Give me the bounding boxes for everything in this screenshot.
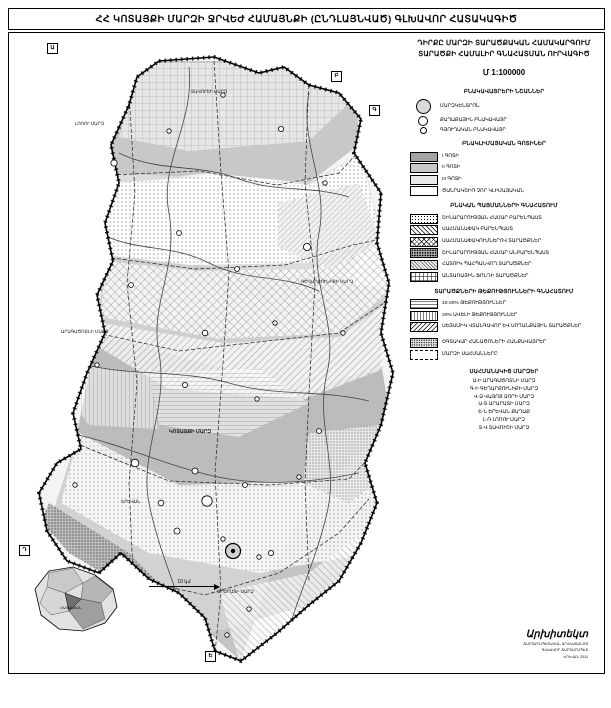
- swatch-zone-2: [410, 163, 438, 173]
- legend-item-label: I ԳՈՏԻ: [442, 153, 459, 159]
- legend-item-label: ԳՅՈՒՂԱԿԱՆ ԲՆԱԿԱՎԱՅՐ: [440, 127, 506, 133]
- map-label-yerevan: ԵՐԵՎԱՆ: [121, 499, 141, 504]
- neighbour-region-item: Ա-Ի ԱՐԱԳԱԾՈՏՆԻ ՄԱՐԶ: [472, 379, 536, 384]
- legend-item: [410, 116, 598, 126]
- legend-item-label: ՍԱՀՄԱՆԱՓԱԿ ԲԱՐԵՆՊԱՍՏ: [442, 227, 513, 233]
- inset-locator-map: [21, 559, 133, 639]
- signature-block: [523, 629, 588, 659]
- map-label-aragatsotn: ԱՐԱԳԱԾՈՏՆԻ ՄԱՐԶ: [61, 329, 109, 334]
- map-label-lori: ԼՈՌՈՒ ՄԱՐԶ: [75, 121, 105, 126]
- legend-item: [410, 311, 598, 321]
- scale-bar-label: 10 կմ: [177, 579, 191, 585]
- legend-section-title-settlements: ԲՆԱԿԱՎԱՅՐԵՐԻ ՆՇԱՆՆԵՐ: [463, 88, 545, 95]
- legend-item-label: ՕԳՏԱԿԱՐ ՀԱՆԱԾՈՆԵՐԻ ՀԱՆՔԱՎԱՅՐԵՐ: [442, 340, 547, 346]
- swatch-zone-3: [410, 175, 438, 185]
- circle-small-icon: [410, 127, 436, 134]
- legend-item-label: 10-20% ԹԵՔՈՒԹՅՈՒՆՆԵՐ: [442, 301, 506, 307]
- swatch-slope-over-20: [410, 311, 438, 321]
- legend-item-label: ՄԱՐԶԻ ՍԱՀՄԱՆՆԵՐԸ: [442, 351, 498, 357]
- neighbour-region-item: Ե-Ն ԵՐԵՎԱՆ ՔԱՂԱՔ: [478, 410, 530, 416]
- signature-sub-2: ԳԼԽԱՎՈՐ ՃԱՐՏԱՐԱՊԵՏ: [541, 648, 588, 653]
- legend-section-title-conditions: ԲՆԱԿԱՆ ՊԱՅՄԱՆՆԵՐԻ ԳՆԱՀԱՏՈՒՄ: [450, 203, 558, 210]
- legend-section-title-neighbours: ՍԱՀՄԱՆԱԿԻՑ ՄԱՐԶԵՐ: [469, 368, 539, 375]
- map-label-kotayk: ԿՈՏԱՅՔԻ ՄԱՐԶ: [169, 429, 212, 435]
- legend-item: [410, 272, 598, 282]
- swatch-limited-favorable: [410, 225, 438, 235]
- legend-item-label: 20% ԱՎԵԼԻ ԹԵՔՈՒԹՅՈՒՆՆԵՐ: [442, 312, 518, 318]
- grid-label-c: Գ: [369, 105, 380, 116]
- legend-item-label: ԱՆՏԱՌԱՅԻՆ ՖՈՆԴԻ ՏԱՐԱԾՔՆԵՐ: [442, 273, 529, 279]
- circle-medium-icon: [410, 116, 436, 126]
- swatch-restricted: [410, 237, 438, 247]
- legend-section-title-climate: ԲՆԱԿԼԻՄԱՅԱԿԱՆ ԳՈՏԻՆԵՐ: [462, 141, 546, 148]
- neighbour-region-item: Լ-Ռ ԼՈՌՈՒ ՄԱՐԶ: [483, 417, 525, 423]
- legend-item: [410, 350, 598, 360]
- grid-label-d: Դ: [19, 545, 30, 556]
- legend-scale: Մ 1:100000: [482, 68, 526, 77]
- legend-item: [410, 214, 598, 224]
- swatch-seismic-landslide: [410, 322, 438, 332]
- swatch-protected-area: [410, 260, 438, 270]
- map-title-bar: [8, 8, 605, 30]
- legend-heading: [410, 39, 598, 60]
- signature-sub-3: ԵՐԵՎԱՆ 2011: [563, 654, 588, 659]
- map-legend: [410, 39, 598, 434]
- scale-bar-line: [149, 586, 219, 587]
- neighbour-region-item: Տ-Վ ՏԱՎՈՒՇԻ ՄԱՐԶ: [478, 425, 530, 431]
- swatch-slope-10-20: [410, 299, 438, 309]
- map-label-ararat: ԱՐԱՐԱՏԻ ՄԱՐԶ: [217, 589, 254, 594]
- legend-item: [410, 152, 598, 162]
- legend-item: [410, 163, 598, 173]
- legend-item-label: ԾԱՆՐԱԿՇԻՌ ՉՈՐ ԿԼԻՄԱՅԱԿԱՆ: [442, 188, 524, 194]
- legend-item: [410, 127, 598, 134]
- circle-large-icon: [410, 99, 436, 114]
- legend-heading-line2: ՏԱՐԱԾՔԻ ՀԱՄԱԼԻՐ ԳՆԱՀԱՏՄԱՆ ՈՒՐՎԱԳԻԾ: [418, 50, 590, 58]
- legend-item: [410, 299, 598, 309]
- swatch-region-border: [410, 350, 438, 360]
- signature-sub-1: ՃԱՐՏԱՐԱՊԵՏԱԿԱՆ ԱՐՀԵՍՏԱՆՈՑ: [523, 641, 588, 646]
- legend-item-label: III ԳՈՏԻ: [442, 176, 462, 182]
- neighbour-region-item: Վ-Ձ ՎԱՅՈՑ ՁՈՐԻ ՄԱՐԶ: [473, 394, 535, 400]
- signature-name: Արխիտեկտ: [525, 628, 588, 640]
- swatch-mineral-deposits: [410, 338, 438, 348]
- legend-item-label: ՄԱՐԶԿԵՆՏՐՈՆ: [440, 103, 480, 109]
- legend-item: [410, 322, 598, 332]
- legend-item-label: ՇԻՆԱՐԱՐՈՒԹՅԱՆ ՀԱՄԱՐ ԱՆԲԱՐԵՆՊԱՍՏ: [442, 250, 550, 256]
- legend-item-label: ՍԵՅՍՄԻԿ ՎՏԱՆԳԱՎՈՐ ԵՎ ՍՈՂԱՆՔԱՅԻՆ ՏԱՐԱԾՔՆԵՐ: [442, 324, 582, 330]
- scale-bar: [149, 579, 219, 587]
- legend-item: [410, 175, 598, 185]
- legend-item-label: II ԳՈՏԻ: [442, 165, 461, 171]
- map-canvas: [9, 33, 604, 673]
- map-label-tavush: ՏԱՎՈՒՇԻ ՄԱՐԶ: [191, 89, 228, 94]
- swatch-unfavorable: [410, 248, 438, 258]
- swatch-zone-1: [410, 152, 438, 162]
- legend-item-label: ՍԱՀՄԱՆԱՓԱԿՈՒՄՆԵՐՈՎ ՏԱՐԱԾՔՆԵՐ: [442, 239, 542, 245]
- legend-item-label: ՔԱՂԱՔԱՅԻՆ ԲՆԱԿԱՎԱՅՐ: [440, 117, 507, 123]
- legend-item: [410, 248, 598, 258]
- swatch-favorable: [410, 214, 438, 224]
- map-label-gegharkunik: ԳԵՂԱՐՔՈՒՆԻՔԻ ՄԱՐԶ: [301, 279, 354, 284]
- neighbour-region-item: Ա-Տ ԱՐԱՐԱՏԻ ՄԱՐԶ: [478, 402, 530, 408]
- legend-item: [410, 225, 598, 235]
- svg-text:ՀԱՅԱՍՏԱՆ: ՀԱՅԱՍՏԱՆ: [60, 606, 82, 610]
- legend-item: [410, 260, 598, 270]
- arrow-icon: [214, 584, 220, 590]
- grid-label-e: Ե: [205, 651, 216, 662]
- legend-item: [410, 99, 598, 114]
- grid-label-b: Բ: [331, 71, 342, 82]
- map-frame: [8, 32, 605, 674]
- legend-section-title-slopes: ՏԱՐԱԾՔՆԵՐԻ ԹԵՔՈՒԹՅՈՒՆՆԵՐԻ ԳՆԱՀԱՏՈՒՄ: [434, 288, 574, 295]
- legend-item: [410, 237, 598, 247]
- legend-item: [410, 186, 598, 196]
- swatch-zone-dry: [410, 186, 438, 196]
- page-title: ՀՀ ԿՈՏԱՅՔԻ ՄԱՐԶԻ ՋՐՎԵԺ ՀԱՄԱՅՆՔԻ (ԸՆԴԼԱՅՆՎԱԾ) ԳԼԽԱՎՈՐ ՀԱՏԱԿԱԳԻԾ: [95, 13, 518, 25]
- neighbour-region-item: Գ-Ի ԳԵՂԱՐՔՈՒՆԻՔԻ ՄԱՐԶ: [469, 386, 539, 392]
- legend-item: [410, 338, 598, 348]
- grid-label-a: Ա: [47, 43, 58, 54]
- swatch-forest-fund: [410, 272, 438, 282]
- legend-item-label: ՀԱՏՈՒԿ ՊԱՀՊԱՆՎՈՂ ՏԱՐԱԾՔՆԵՐ: [442, 262, 532, 268]
- legend-heading-line1: ԴԻՐՔԸ ՄԱՐԶԻ ՏԱՐԱԾՔԱԿԱՆ ՀԱՄԱԿԱՐԳՈՒՄ: [417, 40, 591, 47]
- legend-item-label: ՇԻՆԱՐԱՐՈՒԹՅԱՆ ՀԱՄԱՐ ԲԱՐԵՆՊԱՍՏ: [442, 215, 542, 221]
